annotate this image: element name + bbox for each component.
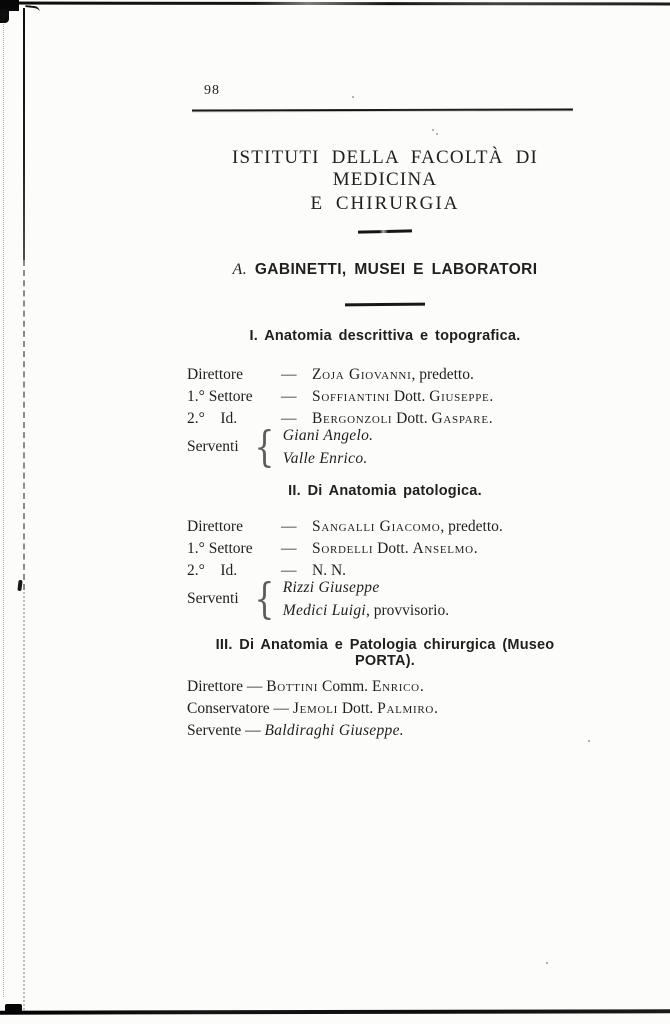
serventi-names (283, 424, 374, 470)
servente-name: Valle Enrico. (282, 450, 368, 467)
staff-name: Soffiantini Dott. Giuseppe. (312, 388, 495, 405)
scan-binding-line-faint (23, 592, 25, 1010)
scan-binding-line-dashed (23, 260, 25, 590)
staff-role: Direttore (187, 366, 243, 383)
staff-name: Bergonzoli Dott. Gaspare. (312, 410, 494, 427)
scan-corner-blob-lower (0, 9, 9, 23)
scan-binding-hook (25, 5, 41, 15)
page-title-line2: E CHIRURGIA (310, 193, 460, 214)
serventi-block (187, 424, 373, 470)
staff-row: Direttore — Bottini Comm. Enrico. (187, 678, 425, 695)
section-group-rule (345, 303, 425, 306)
serventi-names (283, 576, 449, 622)
scan-outer-dotted-line (3, 12, 4, 997)
staff-name: Zoja Giovanni, predetto. (312, 366, 474, 383)
brace-glyph: { (254, 574, 275, 623)
scan-speck (588, 740, 590, 742)
header-rule (192, 109, 573, 112)
serventi-label: Serventi (187, 590, 239, 607)
serventi-block (187, 576, 449, 622)
page-title-line1: ISTITUTI DELLA FACOLTÀ DI MEDICINA (231, 147, 539, 190)
section-2-heading: II. Di Anatomia patologica. (288, 483, 482, 499)
staff-row (187, 366, 474, 384)
section-1-heading: I. Anatomia descrittiva e topografica. (249, 328, 521, 344)
servente-name: Giani Angelo. (282, 427, 374, 444)
dash: — (281, 518, 297, 535)
scan-binding-line-solid (23, 8, 25, 260)
scan-ink-mark (17, 580, 22, 591)
staff-role: 1.° Settore (187, 388, 253, 405)
staff-name: Sangalli Giacomo, predetto. (312, 518, 503, 535)
staff-row (187, 388, 494, 406)
brace-glyph: { (254, 422, 275, 471)
dash: — (281, 388, 297, 405)
section-group-label: GABINETTI, MUSEI E LABORATORI (254, 261, 538, 278)
dash: — (281, 562, 297, 579)
staff-role: Direttore (187, 518, 243, 535)
staff-role: 2.° Id. (187, 410, 238, 427)
staff-name: N. N. (312, 562, 347, 579)
dash: — (281, 540, 297, 557)
section-group-prefix: A. (232, 261, 248, 278)
staff-row: Conservatore — Jemoli Dott. Palmiro. (187, 700, 439, 717)
servente-name: Medici Luigi, provvisorio. (282, 602, 450, 619)
dash: — (281, 366, 297, 383)
page-text-column (185, 0, 585, 1024)
staff-name: Sordelli Dott. Anselmo. (312, 540, 479, 557)
scan-bottom-blob (5, 1004, 22, 1012)
staff-row: Servente — Baldiraghi Giuseppe. (187, 722, 404, 739)
dash: — (281, 410, 297, 427)
servente-name: Rizzi Giuseppe (282, 579, 380, 596)
staff-row (187, 518, 503, 536)
staff-row (187, 540, 478, 558)
title-divider-rule (358, 229, 412, 233)
staff-role: 1.° Settore (187, 540, 253, 557)
section-3-heading: III. Di Anatomia e Patologia chirurgica (Museo PORTA). (215, 637, 555, 669)
section-group-heading (185, 261, 585, 279)
page-number: 98 (204, 83, 220, 98)
staff-role: 2.° Id. (187, 562, 238, 579)
serventi-label: Serventi (187, 438, 239, 455)
